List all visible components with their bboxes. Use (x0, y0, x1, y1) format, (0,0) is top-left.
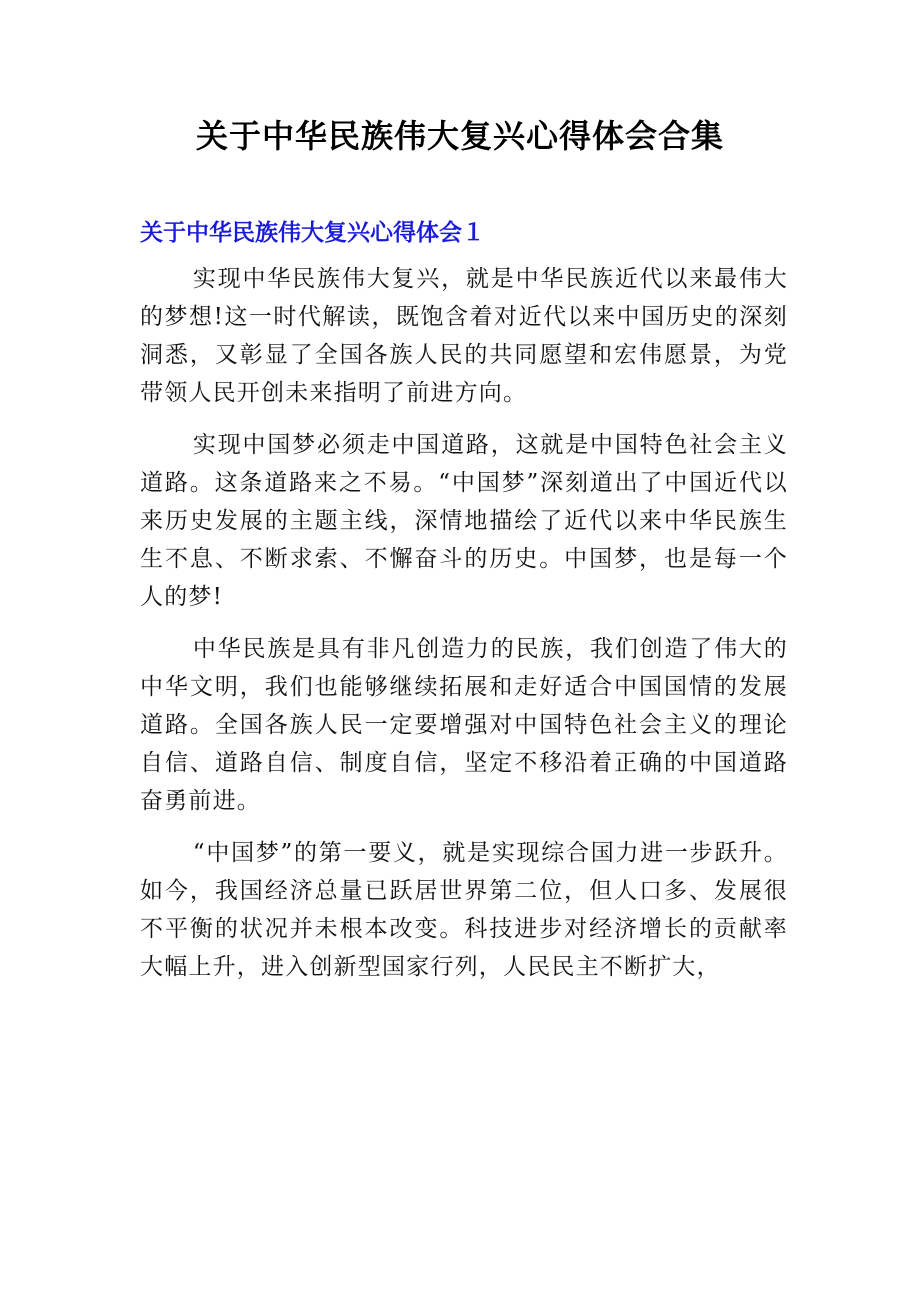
paragraph-1: 实现中华民族伟大复兴，就是中华民族近代以来最伟大的梦想!这一时代解读，既饱含着对近代以来中国历史的深刻洞悉，又彰显了全国各族人民的共同愿望和宏伟愿景，为党带领人民开创未来指明了前进方向。 (140, 266, 788, 406)
document-title: 关于中华民族伟大复兴心得体会合集 (195, 117, 724, 155)
paragraph-4: “中国梦”的第一要义，就是实现综合国力进一步跃升。如今，我国经济总量已跃居世界第二位，但人口多、发展很不平衡的状况并未根本改变。科技进步对经济增长的贡献率大幅上升，进入创新型国家行列，人民民主不断扩大， (140, 840, 788, 980)
document-body (140, 260, 788, 1000)
paragraph-3: 中华民族是具有非凡创造力的民族，我们创造了伟大的中华文明，我们也能够继续拓展和走好适合中国国情的发展道路。全国各族人民一定要增强对中国特色社会主义的理论自信、道路自信、制度自信，坚定不移沿着正确的中国道路奋勇前进。 (140, 636, 788, 814)
section-heading: 关于中华民族伟大复兴心得体会１ (140, 220, 485, 246)
paragraph-2: 实现中国梦必须走中国道路，这就是中国特色社会主义道路。这条道路来之不易。“中国梦”深刻道出了中国近代以来历史发展的主题主线，深情地描绘了近代以来中华民族生生不息、不断求索、不懈奋斗的历史。中国梦，也是每一个人的梦! (140, 432, 788, 610)
